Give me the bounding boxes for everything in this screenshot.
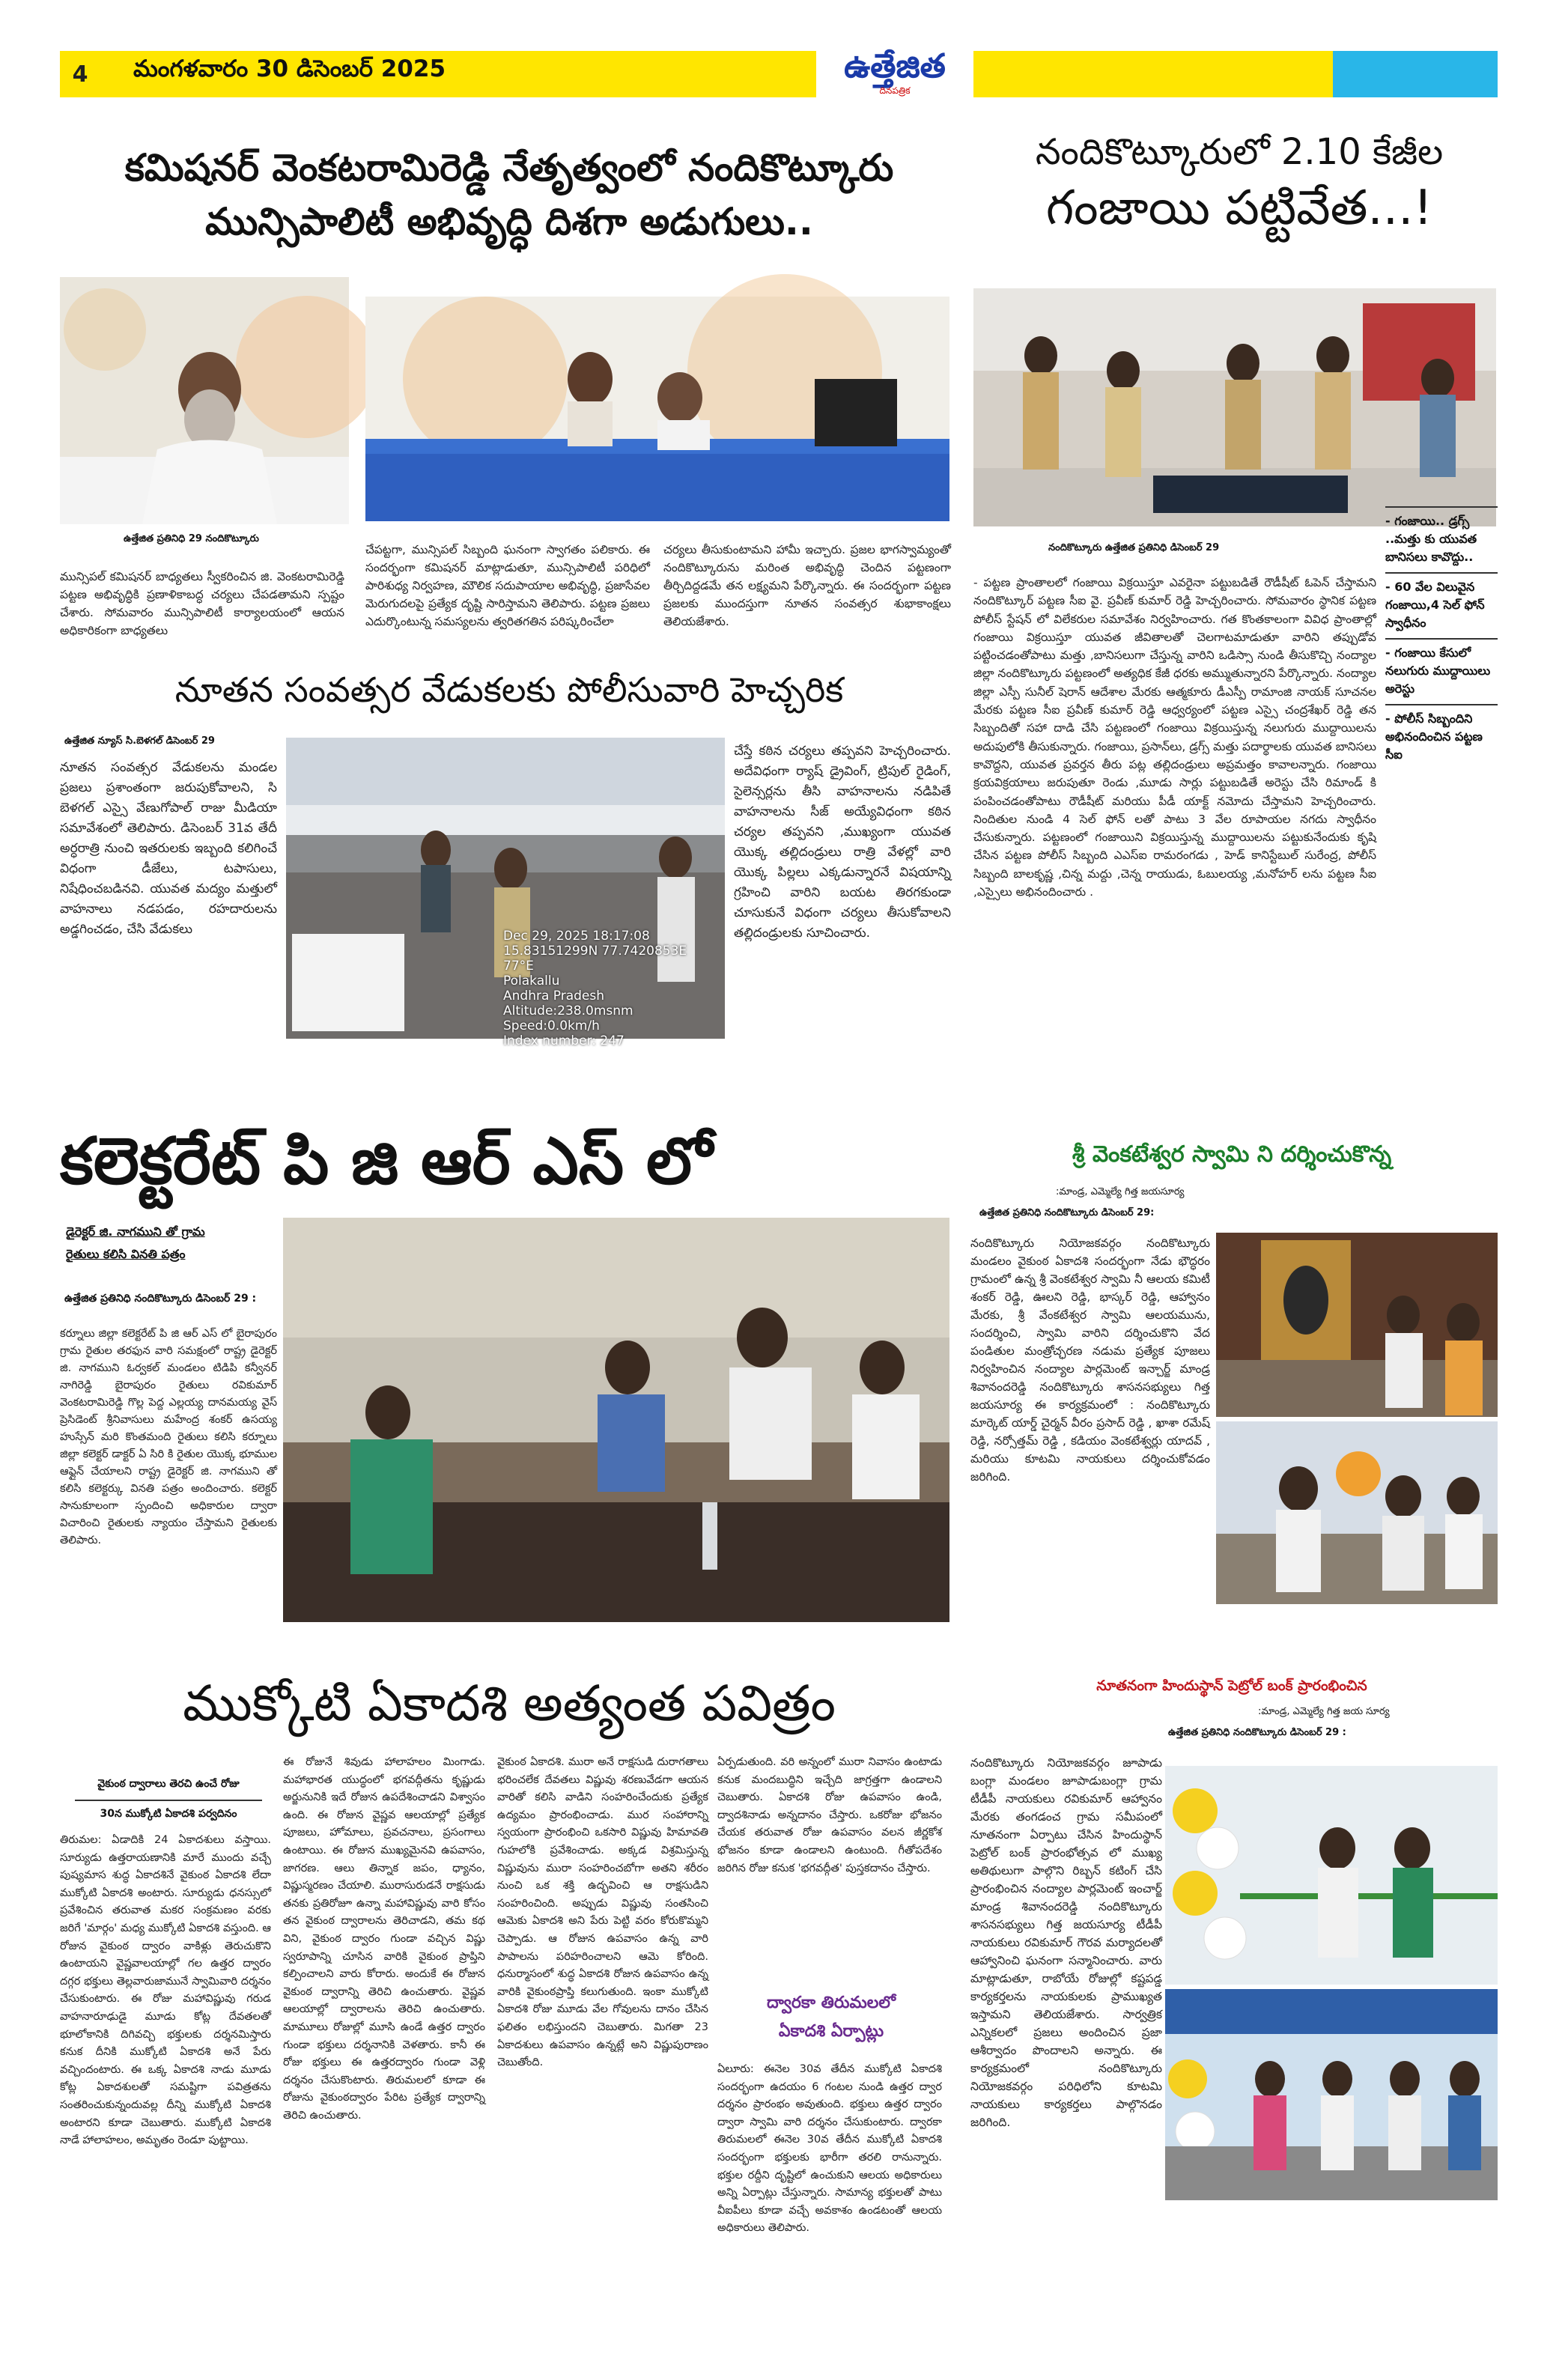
article6-subhead2: 30న ముక్కోటి ఏకాదశి పర్వదినం: [100, 1808, 237, 1820]
geotag-line: Andhra Pradesh: [503, 989, 605, 1004]
article7-subhead: :మాండ్ర, ఎమ్మెల్యే గిత్త జయ సూర్య: [1258, 1706, 1390, 1717]
article6-col4: ఏర్పడుతుంది. వరి అన్నంలో మురా నివాసం ఉంటాడు కనుక మందబుద్ధిని ఇచ్చేది జాగ్రత్తగా ఉండాలని చెబుతారు. ఏకాదశి రోజు ఉపవాసం ఉండి, ద్వాదశినాడు అన్నదానం చేస్తారు. ఒకరోజు భోజనం చేయక తరువాత రోజు ఉపవాసం వలన జీర్ణకోశ భోజనం కూడా ఉండాలని ఉంటుంది. గీతోపదేశం జరిగిన రోజు కనుక 'భగవద్గీత' పుస్తకదానం చేస్తారు.: [717, 1756, 942, 1874]
article2-photo-caption: నందికొట్కూరు ఉత్తేజిత ప్రతినిధి డిసెంబర్ 29: [1048, 542, 1220, 553]
article7-headline: నూతనంగా హిందుస్థాన్ పెట్రోల్ బంక్ ప్రారంభించిన: [1096, 1678, 1367, 1694]
article1-headline-line1: కమిషనర్ వెంకటరామిరెడ్డి నేతృత్వంలో నందికొట్కూరు: [124, 146, 894, 189]
article4-photo: [283, 1218, 949, 1622]
office-photo-art: [365, 297, 949, 521]
article5-subhead: :మాండ్ర, ఎమ్మెల్యే గిత్త జయసూర్య: [1056, 1186, 1185, 1197]
article2-headline-line2: గంజాయి పట్టివేత...!: [1045, 180, 1433, 236]
article7-byline: ఉత్తేజిత ప్రతినిధి నందికొట్కూరు డిసెంబర్ 29 :: [1168, 1727, 1346, 1738]
article3-photo: [286, 738, 725, 1048]
article2-headline-line1: నందికొట్కూరులో 2.10 కేజీల: [1035, 131, 1444, 173]
article6-col4b: ఏలూరు: ఈనెల 30వ తేదీన ముక్కోటి ఏకాదశి సందర్భంగా ఉదయం 6 గంటల నుండి ఉత్తర ద్వార దర్శనం ప్రారంభం అవుతుంది. భక్తులు ఉత్తర ద్వారం ద్వారా స్వామి వారి దర్శనం చేసుకుంటారు. ద్వారకా తిరుమలలో ఈనెల 30వ తేదీన ముక్కోటి ఏకాదశి సందర్భంగా భక్తులకు భారీగా తరలి రానున్నారు. భక్తుల రద్దీని దృష్టిలో ఉంచుకుని ఆలయ అధికారులు అన్ని ఏర్పాట్లు చేస్తున్నారు. సామాన్య భక్తులతో పాటు వీఐపీలు కూడా వచ్చే అవకాశం ఉండటంతో ఆలయ అధికారులు తెలిపారు.: [717, 2063, 942, 2235]
article1-col2: చేపట్టగా, మున్సిపల్ సిబ్బంది ఘనంగా స్వాగతం పలికారు. ఈ సందర్భంగా కమిషనర్ మాట్లాడుతూ, మున్సిపాలిటీ పరిధిలో పారిశుధ్య నిర్వహణ, మౌలిక సదుపాయాల అభివృద్ధి, ప్రజాసేవల మెరుగుదలపై ప్రత్యేక దృష్టి సారిస్తామని తెలిపారు. పట్టణ ప్రజలు ఎదుర్కొంటున్న సమస్యలను త్వరితగతిన పరిష్కరించేలా: [365, 543, 650, 628]
article1-headline-line2: మున్సిపాలిటీ అభివృద్ధి దిశగా అడుగులు..: [205, 200, 813, 243]
article6-subheadline: [719, 1989, 943, 2046]
commissioner-photo-art: [60, 277, 349, 524]
article1-photo-office: [365, 297, 949, 521]
page-number: 4: [72, 61, 88, 88]
masthead-title: ఉత్తేజిత: [844, 47, 946, 85]
geotag-line: 15.83151299N 77.7420853E: [503, 944, 687, 959]
petrol-bunk-opening-photo-art: [1165, 1766, 1498, 1985]
header-date: మంగళవారం 30 డిసెంబర్ 2025: [133, 55, 446, 82]
side-highlight: - గంజాయి.. డ్రగ్స్ ..మత్తు కు యువత బానిసలు కావొద్దు..: [1385, 506, 1498, 572]
article1-col1: మున్సిపల్ కమిషనర్ బాధ్యతలు స్వీకరించిన జి. వెంకటరామిరెడ్డి పట్టణ అభివృద్ధికి ప్రణాళికాబద్ధ చర్యలు చేపడతామని స్పష్టం చేశారు. సోమవారం మున్సిపాలిటీ కార్యాలయంలో ఆయన అధికారికంగా బాధ్యతలు: [60, 570, 344, 637]
article4-subhead-line2: రైతులు కలిసి వినతి పత్రం: [66, 1247, 186, 1261]
article1-headline: [52, 141, 966, 249]
article6-headline: ముక్కోటి ఏకాదశి అత్యంత పవిత్రం: [183, 1675, 836, 1732]
temple-visit-photo-art: [1216, 1421, 1498, 1604]
geotag-line: Dec 29, 2025 18:17:08: [503, 929, 650, 944]
article3-col1: నూతన సంవత్సర వేడుకలను మండల ప్రజలు ప్రశాంతంగా జరుపుకోవాలని, సి బెళగల్ ఎస్సై వేణుగోపాల్ రాజు మీడియా సమావేశంలో తెలిపారు. డిసెంబర్ 31వ తేదీ అర్ధరాత్రి నుంచి ఇతరులకు ఇబ్బంది కలిగించే విధంగా డీజేలు, టపాసులు, నిషేధించబడినవి. యువత మద్యం మత్తులో వాహనాలు నడపడం, రహదారులను అడ్డగించడం, చేసి వేడుకలు: [60, 760, 277, 937]
geotag-line: Altitude:238.0msnm: [503, 1004, 633, 1018]
side-highlight: - పోలీస్ సిబ్బందిని అభినందించిన పట్టణ సీఐ: [1385, 704, 1498, 770]
article3-col2: చేస్తే కఠిన చర్యలు తప్పవని హెచ్చరించారు. అదేవిధంగా ర్యాష్ డ్రైవింగ్, ట్రిపుల్ రైడింగ్, సైలెన్సర్లను తీసి వాహనాలను నడిపితే వాహనాలను సీజ్ అయ్యేవిధంగా కఠిన చర్యల తప్పవని ,ముఖ్యంగా యువత యొక్క తల్లిదండ్రులు రాత్రి వేళల్లో వారి యొక్క పిల్లలు ఎక్కడున్నారనే విషయాన్ని గ్రహించి వారిని బయట తిరగకుండా చూసుకునే విధంగా చర్యలు తీసుకోవాలని తల్లిదండ్రులకు సూచించారు.: [734, 744, 951, 941]
article1-photo-caption: ఉత్తేజిత ప్రతినిధి 29 నందికొట్కూరు: [124, 533, 259, 544]
header-accent: [1333, 51, 1498, 97]
geotag-line: Polakallu: [503, 974, 560, 989]
article6-col3: వైకుంఠ ఏకాదశి. మురా అనే రాక్షసుడి దురాగతాలు భరించలేక దేవతలు విష్ణువు శరణువేడగా ఆయన వారితో కలిసి వాడిని సంహరించేందుకు ప్రత్యేక ఉద్యమం ప్రారంభించాడు. ముర సంహారాన్ని స్వయంగా ప్రారంభించి ఒకసారి విష్ణువు హిమావతి గుహలోకి ప్రవేశించాడు. అక్కడ విశ్రమిస్తున్న విష్ణువును మురా సంహరించబోగా అతని శరీరం నుంచి ఒక శక్తి ఉద్భవించి ఆ రాక్షసుడిని సంహరించింది. అప్పుడు విష్ణువు సంతసించి ఆమెకు ఏకాదశి అని పేరు పెట్టి వరం కోరుకొమ్మని చెప్పాడు. ఆ రోజున ఉపవాసం ఉన్న వారి పాపాలను పరిహరించాలని ఆమె కోరింది. ధనుర్మాసంలో శుద్ధ ఏకాదశి రోజున ఉపవాసం ఉన్న వారికి వైకుంఠప్రాప్తి కలుగుతుంది. ఇంకా ముక్కోటి ఏకాదశి రోజు మూడు వేల గోవులను దానం చేసిన ఫలితం లభిస్తుందని చెబుతారు. మిగతా 23 ఏకాదశులు ఉపవాసం ఉన్నట్లే అని విష్ణుపురాణం చెబుతోంది.: [497, 1756, 708, 2069]
article6-subheadline-line1: ద్వారకా తిరుమలలో: [766, 1994, 896, 2012]
article4-body: కర్నూలు జిల్లా కలెక్టరేట్ పి జి ఆర్ ఎస్ లో బైరాపురం గ్రామ రైతుల తరఫున వారి సమక్షంలో రాష్ట్ర డైరెక్టర్ జి. నాగముని ఓర్వకల్ మండలం టిడిపి కన్వీనర్ నాగిరెడ్డి బైరాపురం రైతులు రవికుమార్ వెంకటరామిరెడ్డి గొల్ల పెద్ద ఎల్లయ్య దానమయ్య వైస్ ప్రెసిడెంట్ శ్రీనివాసులు మహేంద్ర శంకర్ ఉసయ్య హుస్సేన్ మరి కొంతమంది రైతులు కలిసి కర్నూలు జిల్లా కలెక్టర్ డాక్టర్ ఏ సిరి కి రైతుల యొక్క భూముల ఆఫ్లైన్ చేయాలని రాష్ట్ర డైరెక్టర్ జి. నాగముని తో కలిసి కలెక్టర్కు వినతి పత్రం అందించారు. కలెక్టర్ సానుకూలంగా స్పందించి అధికారుల ద్వారా విచారించి రైతులకు న్యాయం చేస్తామని రైతులకు తెలిపారు.: [60, 1328, 277, 1546]
article3-byline: ఉత్తేజిత న్యూస్ సి.బెళగల్ డిసెంబర్ 29: [64, 735, 215, 747]
photo-geotag-overlay: [503, 929, 720, 1048]
side-highlight: - 60 వేల విలువైన గంజాయి,4 సెల్ ఫోన్ స్వాధీనం: [1385, 572, 1498, 638]
article6-subhead1: వైకుంఠ ద్వారాలు తెరచి ఉంచే రోజు: [75, 1778, 262, 1801]
article2-headline: [966, 126, 1513, 238]
collectorate-photo-art: [283, 1218, 949, 1622]
geotag-line: 77°E: [503, 959, 534, 974]
article4-subhead-line1: డైరెక్టర్ జి. నాగముని తో గ్రామ: [66, 1224, 205, 1239]
masthead: [816, 48, 973, 106]
article6-subheadline-line2: ఏకాదశి ఏర్పాట్లు: [778, 2022, 884, 2041]
article3-headline: నూతన సంవత్సర వేడుకలకు పోలీసువారి హెచ్చరిక: [174, 670, 844, 710]
temple-photo-art: [1216, 1233, 1498, 1417]
article1-col3: చర్యలు తీసుకుంటామని హామీ ఇచ్చారు. ప్రజల భాగస్వామ్యంతో నందికొట్కూరును మరింత అభివృద్ధి చెందిన పట్టణంగా తీర్చిదిద్దడమే తన లక్ష్యమని పేర్కొన్నారు. ఈ సందర్భంగా పట్టణ ప్రజలకు ముందస్తుగా నూతన సంవత్సర శుభాకాంక్షలు తెలియజేశారు.: [663, 543, 951, 628]
article1-photo-commissioner: [60, 277, 349, 524]
article7-body: నందికొట్కూరు నియోజకవర్గం జూపాడు బంగ్లా మండలం జూపాడుబంగ్లా గ్రామ టీడీపీ నాయకులు రవికుమార్ ఆహ్వానం మేరకు తంగడంచ గ్రామ సమీపంలో నూతనంగా ఏర్పాటు చేసిన హిందుస్థాన్ పెట్రోల్ బంక్ ప్రారంభోత్సవ లో ముఖ్య అతిథులుగా పాల్గొని రిబ్బన్ కటింగ్ చేసి ప్రారంభించిన నంద్యాల పార్లమెంట్ ఇంచార్జ్ మాండ్ర శివానందరెడ్డి నందికొట్కూరు శాసనసభ్యులు గిత్త జయసూర్య టీడీపీ నాయకులు రవికుమార్ గౌరవ మర్యాదలతో ఆహ్వానించి ఘనంగా సన్మానించారు. వారు మాట్లాడుతూ, రాబోయే రోజుల్లో కష్టపడ్డ కార్యకర్తలను నాయకులకు ప్రాముఖ్యత ఇస్తామని తెలియజేశారు. సార్వత్రిక ఎన్నికలలో ప్రజలు అందించిన ప్రజా ఆశీర్వాదం పొందాలని అన్నారు. ఈ కార్యక్రమంలో నందికొట్కూరు నియోజకవర్గం పరిధిలోని కూటమి నాయకులు కార్యకర్తలు పాల్గొనడం జరిగింది.: [970, 1756, 1162, 2129]
article5-photo-top: [1216, 1233, 1498, 1417]
article7-photo-top: [1165, 1766, 1498, 1985]
article4-subhead: [66, 1221, 268, 1266]
article4-headline: కలెక్టరేట్ పి జి ఆర్ ఎస్ లో: [60, 1124, 713, 1199]
side-highlight: - గంజాయి కేసులో నలుగురు ముద్దాయిలు అరెస్టు: [1385, 638, 1498, 704]
police-seizure-photo-art: [973, 288, 1496, 526]
petrol-bunk-crowd-photo-art: [1165, 1989, 1498, 2200]
article2-photo: [973, 288, 1496, 526]
article6-col2: ఈ రోజునే శివుడు హాలాహలం మింగాడు. మహాభారత యుద్ధంలో భగవద్గీతను కృష్ణుడు అర్జునునికి ఇదే రోజున ఉపదేశించాడని విశ్వాసం ఉంది. ఈ రోజున వైష్ణవ ఆలయాల్లో ప్రత్యేక పూజలు, హోమాలు, ప్రవచనాలు, ప్రసంగాలు ఉంటాయి. ఈ రోజున ముఖ్యమైనవి ఉపవాసం, జాగరణ. ఆలు తిన్నాక జపం, ధ్యానం, విష్ణుస్మరణం చేయాలి. మురాసురుడనే రాక్షసుడు తనకు ప్రతిరోజూ ఉన్నా మహావిష్ణువు వారి కోసం తన వైకుంఠ ద్వారాలను తెరిచాడని, తమ కథ విని, వైకుంఠ ద్వారం గుండా వచ్చిన విష్ణు స్వరూపాన్ని చూసిన వారికి వైకుంఠ ప్రాప్తిని కల్పించాలని వారు కోరారు. అందుకే ఈ రోజున వైకుంఠ ద్వారాన్ని తెరిచి ఉంచుతారు. వైష్ణవ ఆలయాల్లో ద్వారాలను తెరిచి ఉంచుతారు. మామూలు రోజుల్లో మూసి ఉండే ఉత్తర ద్వారం గుండా భక్తులు దర్శనానికి వెళతారు. కానీ ఈ రోజు భక్తులు ఈ ఉత్తరద్వారం గుండా వెళ్లి దర్శనం చేసుకొంటారు. తిరుమలలో కూడా ఈ రోజును వైకుంఠద్వారం పేరిట ప్రత్యేక ద్వారాన్ని తెరిచి ఉంచుతారు.: [283, 1756, 485, 2122]
article7-photo-bottom: [1165, 1989, 1498, 2200]
masthead-subtitle: దినపత్రిక: [879, 85, 911, 96]
article5-headline: శ్రీ వెంకటేశ్వర స్వామి ని దర్శించుకొన్న: [1072, 1141, 1392, 1168]
article4-byline: ఉత్తేజిత ప్రతినిధి నందికొట్కూరు డిసెంబర్ 29 :: [64, 1293, 257, 1305]
article5-photo-bottom: [1216, 1421, 1498, 1604]
article5-body: నందికొట్కూరు నియోజకవర్గం నందికొట్కూరు మండలం వైకుంఠ ఏకాదశి సందర్భంగా నేడు భౌద్ధరం గ్రామంలో ఉన్న శ్రీ వెంకటేశ్వర స్వామి నీ ఆలయ కమిటీ శంకర్ రెడ్డి, ఊలని రెడ్డి, భాస్కర్ రెడ్డి, ఆహ్వానం మేరకు, శ్రీ వేంకటేశ్వర స్వామి ఆలయమును, సందర్శించి, స్వామి వారిని దర్శించుకొని వేద పండితుల మంత్రోచ్ఛరణ నడుమ ప్రత్యేక పూజలు నిర్వహించిన నంద్యాల పార్లమెంట్ ఇన్చార్జ్ మాండ్ర శివానందరెడ్డి నందికొట్కూరు శాసనసభ్యులు గిత్త జయసూర్య ఈ కార్యక్రమంలో : నందికొట్కూరు మార్కెట్ యార్డ్ చైర్మన్ వీరం ప్రసాద్ రెడ్డి , ఖాశా రమేష్ రెడ్డి, నర్సోత్తమ్ రెడ్డి , కడియం వెంకటేశ్వర్లు యాదవ్ , మరియు కూటమి నాయకులు దర్శించుకోవడం జరిగింది.: [970, 1236, 1210, 1484]
article2-body: - పట్టణ ప్రాంతాలలో గంజాయి విక్రయిస్తూ ఎవరైనా పట్టుబడితే రౌడీషీట్ ఓపెన్ చేస్తామని నందికొట్కూర్ పట్టణ సీఐ వై. ప్రవీణ్ కుమార్ రెడ్డి హెచ్చరించారు. సోమవారం స్థానిక పట్టణ పోలీస్ స్టేషన్ లో విలేకరుల సమావేశం నిర్వహించారు. గత కొంతకాలంగా వివిధ ప్రాంతాల్లో గంజాయి విక్రయిస్తూ యువత జీవితాలతో చెలగాటమాడుతూ వారిని తప్పుడోవ పట్టించడంతోపాటు మత్తు ,బానిసలుగా చేస్తున్న వారిని ఒడిస్సా నుండి తీసుకొచ్చి నంద్యాల జిల్లా నందికొట్కూరు పట్టణంలో అత్యధిక కేజీ ధరకు అమ్ముతున్నారని పేర్కొన్నారు. నంద్యాల జిల్లా ఎస్పీ సునీల్ షెరాన్ ఆదేశాల మేరకు ఆత్మకూరు డీఎస్పీ రామాంజి నాయక్ సూచనల మేరకు పట్టణ సీఐ ప్రవీణ్ కుమార్ రెడ్డి ఆధ్వర్యంలో పట్టణ ఎస్సై చంద్రశేఖర్ రెడ్డి తన సిబ్బందితో సహా దాడి చేసి పట్టణంలో గంజాయి విక్రయిస్తున్న నలుగురు ముద్దాయిలను అదుపులోకి తీసుకున్నారు. గంజాయి, ప్రసాన్‌లు, డ్రగ్స్ మత్తు పదార్థాలకు యువత బానిసలు కావొద్దని, యువత ప్రవర్తన తీరు పట్ల తల్లిదండ్రులు అప్రమత్తం కావాలన్నారు. గంజాయి క్రయవిక్రయాలు జరుపుతూ రెండు ,మూడు సార్లు పట్టుబడితే అరెస్టు చేసి రిమాండ్ కి పంపించడంతోపాటు రౌడీషీట్ మరియు పీడీ యాక్ట్ నమోదు చేస్తామని హెచ్చరించారు. నిందితుల నుండి 4 సెల్ ఫోన్ లతో పాటు 3 వేల రూపాయల నగదు స్వాధీనం చేసుకున్నారు. పట్టణంలో గంజాయిని విక్రయిస్తున్న ముద్దాయిలను పట్టుకునేందుకు కృషి చేసిన పట్టణ పోలీస్ సిబ్బంది ఎఎస్ఐ రామరంగడు , హెడ్ కానిస్టేబుల్ సురేంద్ర, పోలీస్ సిబ్బంది బాలకృష్ణ ,చిన్న మద్దు ,చెన్న రాయుడు, ఓబులయ్య ,మనోహర్ లను పట్టణ సీఐ ,ఎస్సైలు అభినందించారు .: [973, 576, 1376, 899]
geotag-line: Speed:0.0km/h: [503, 1018, 600, 1033]
article2-side-highlights: [1385, 506, 1498, 770]
article6-col1: తిరుమల: ఏడాదికి 24 ఏకాదశులు వస్తాయి. సూర్యుడు ఉత్తరాయణానికి మారే ముందు వచ్చే పుష్యమాస శుద్ధ ఏకాదశినే వైకుంఠ ఏకాదశి లేదా ముక్కోటి ఏకాదశి అంటారు. సూర్యుడు ధనస్సులో ప్రవేశించిన తరువాత మకర సంక్రమణం వరకు జరిగే 'మార్గం' మధ్య ముక్కోటి ఏకాదశి వస్తుంది. ఆ రోజున వైకుంఠ ద్వారం వాకిళ్లు తెరుచుకొని ఉంటాయని వైష్ణవాలయాల్లో గల ఉత్తర ద్వారం దగ్గర భక్తులు తెల్లవారుజామునే స్వామివారి దర్శనం చేసుకుంటారు. ఈ రోజు మహావిష్ణువు గరుడ వాహనారూఢుడై మూడు కోట్ల దేవతలతో భూలోకానికి దిగివచ్చి భక్తులకు దర్శనమిస్తారు కనుక దీనికి ముక్కోటి ఏకాదశి అనే పేరు వచ్చిందంటారు. ఈ ఒక్క ఏకాదశి నాడు మూడు కోట్ల ఏకాదశులతో సమష్టిగా పవిత్రతను సంతరించుకున్నందువల్ల దీన్ని ముక్కోటి ఏకాదశి అంటారని కూడా చెబుతారు. ముక్కోటి ఏకాదశి నాడే హాలాహలం, అమృతం రెండూ పుట్టాయి.: [60, 1834, 271, 2147]
geotag-line: Index number: 247: [503, 1033, 625, 1048]
article5-byline: ఉత్తేజిత ప్రతినిధి నందికొట్కూరు డిసెంబర్ 29:: [979, 1207, 1155, 1218]
